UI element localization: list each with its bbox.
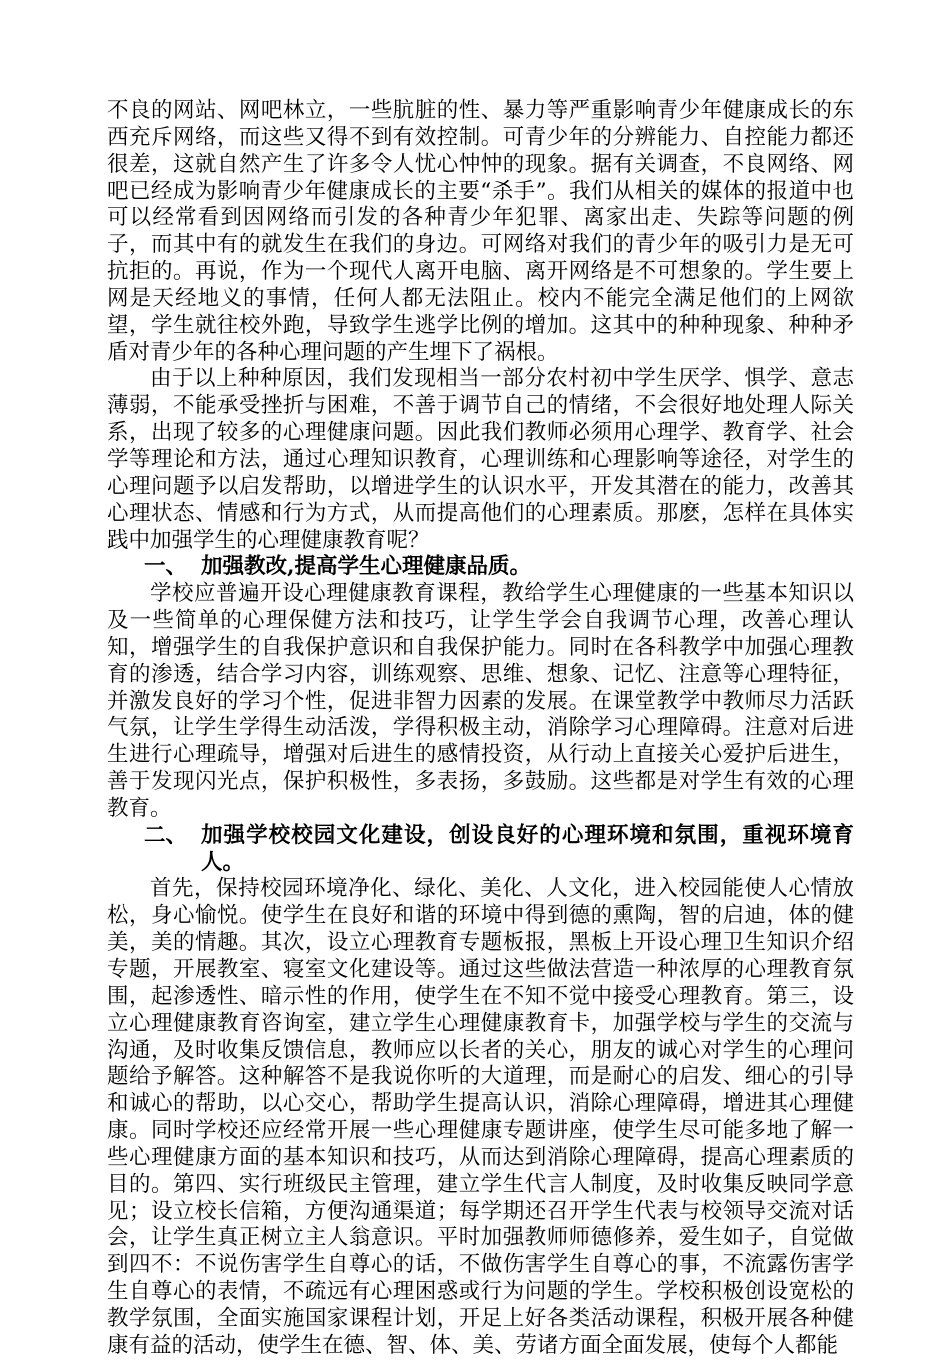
body-paragraph-1: 不良的网站、网吧林立，一些肮脏的性、暴力等严重影响青少年健康成长的东西充斥网络，而这些又得不到有效控制。可青少年的分辨能力、自控能力都还很差，这就自然产生了许多令人忧心忡忡的现象。据有关调查，不良网络、网吧已经成为影响青少年健康成长的主要“杀手”。我们从相关的媒体的报道中也可以经常看到因网络而引发的各种青少年犯罪、离家出走、失踪等问题的例子，而其中有的就发生在我们的身边。可网络对我们的青少年的吸引力是无可抗拒的。再说，作为一个现代人离开电脑、离开网络是不可想象的。学生要上网是天经地义的事情，任何人都无法阻止。校内不能完全满足他们的上网欲望，学生就往校外跑，导致学生逃学比例的增加。这其中的种种现象、种种矛盾对青少年的各种心理问题的产生埋下了祸根。 [107, 98, 854, 365]
body-paragraph-4: 首先，保持校园环境净化、绿化、美化、人文化，进入校园能使人心情放松，身心愉悦。使学生在良好和谐的环境中得到德的熏陶，智的启迪，体的健美，美的情趣。其次，设立心理教育专题板报，黑板上开设心理卫生知识介绍专题，开展教室、寝室文化建设等。通过这些做法营造一种浓厚的心理教育氛围，起渗透性、暗示性的作用，使学生在不知不觉中接受心理教育。第三，设立心理健康教育咨询室，建立学生心理健康教育卡，加强学校与学生的交流与沟通，及时收集反馈信息，教师应以长者的关心，朋友的诚心对学生的心理问题给予解答。这种解答不是我说你听的大道理，而是耐心的启发、细心的引导和诚心的帮助，以心交心，帮助学生提高认识，消除心理障碍，增进其心理健康。同时学校还应经常开展一些心理健康专题讲座，使学生尽可能多地了解一些心理健康方面的基本知识和技巧，从而达到消除心理障碍，提高心理素质的目的。第四、实行班级民主管理，建立学生代言人制度，及时收集反映同学意见；设立校长信箱，方便沟通渠道；每学期还召开学生代表与校领导交流对话会，让学生真正树立主人翁意识。平时加强教师师德修养，爱生如子，自觉做到四不：不说伤害学生自尊心的话，不做伤害学生自尊心的事，不流露伤害学生自尊心的表情，不疏远有心理困惑或行为问题的学生。学校积极创设宽松的教学氛围，全面实施国家课程计划，开足上好各类活动课程，积极开展各种健康有益的活动，使学生在德、智、体、美、劳诸方面全面发展，使每个人都能 [107, 876, 854, 1358]
section-heading-text: 加强教改,提高学生心理健康品质。 [201, 554, 531, 580]
body-paragraph-3: 学校应普遍开设心理健康教育课程，教给学生心理健康的一些基本知识以及一些简单的心理保健方法和技巧，让学生学会自我调节心理，改善心理认知，增强学生的自我保护意识和自我保护能力。同时在各科教学中加强心理教育的渗透，结合学习内容，训练观察、思维、想象、记忆、注意等心理特征，并激发良好的学习个性，促进非智力因素的发展。在课堂教学中教师尽力活跃气氛，让学生学得生动活泼，学得积极主动，消除学习心理障碍。注意对后进生进行心理疏导，增强对后进生的感情投资，从行动上直接关心爱护后进生，善于发现闪光点，保护积极性，多表扬，多鼓励。这些都是对学生有效的心理教育。 [107, 581, 854, 821]
section-heading-2 [107, 823, 854, 877]
section-heading-number: 二、 [144, 822, 188, 848]
document-body [107, 98, 854, 1360]
section-heading-text: 加强学校校园文化建设，创设良好的心理环境和氛围，重视环境育人。 [201, 822, 854, 875]
section-heading-number: 一、 [144, 554, 188, 580]
section-heading-1 [107, 554, 854, 581]
body-paragraph-2: 由于以上种种原因，我们发现相当一部分农村初中学生厌学、惧学、意志薄弱，不能承受挫折与困难，不善于调节自己的情绪，不会很好地处理人际关系，出现了较多的心理健康问题。因此我们教师必须用心理学、教育学、社会学等理论和方法，通过心理知识教育，心理训练和心理影响等途径，对学生的心理问题予以启发帮助，以增进学生的认识水平，开发其潜在的能力，改善其心理状态、情感和行为方式，从而提高他们的心理素质。那麽，怎样在具体实践中加强学生的心理健康教育呢？ [107, 366, 854, 553]
